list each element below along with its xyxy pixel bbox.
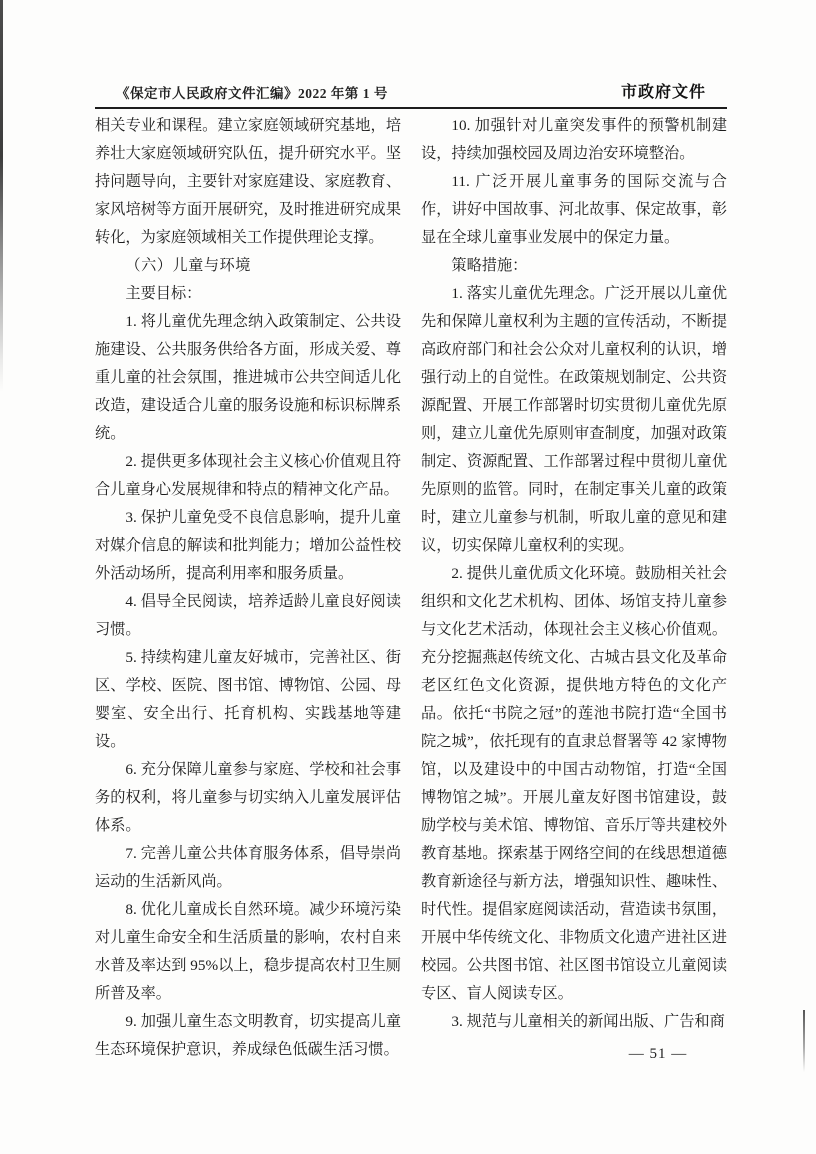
paragraph: 3. 规范与儿童相关的新闻出版、广告和商 — [451, 1013, 725, 1030]
section-heading: （六）儿童与环境 — [125, 257, 251, 274]
scan-artifact-right-edge — [803, 1010, 805, 1072]
paragraph: 5. 持续构建儿童友好城市，完善社区、街区、学校、医院、图书馆、博物馆、公园、母婴室、安全出行、托育机构、实践基地等建设。 — [95, 649, 401, 750]
paragraph: 1. 落实儿童优先理念。广泛开展以儿童优先和保障儿童权利为主题的宣传活动，不断提高政府部门和社会公众对儿童权利的认识，增强行动上的自觉性。在政策规划制定、公共资源配置、开展工作部署时切实贯彻儿童优先原则，建立儿童优先原则审查制度，加强对政策制定、资源配置、工作部署过程中贯彻儿童优先原则的监管。同时，在制定事关儿童的政策时，建立儿童参与机制，听取儿童的意见和建议，切实保障儿童权利的实现。 — [421, 285, 727, 554]
paragraph: 2. 提供儿童优质文化环境。鼓励相关社会组织和文化艺术机构、团体、场馆支持儿童参与文化艺术活动，体现社会主义核心价值观。充分挖掘燕赵传统文化、古城古县文化及革命老区红色文化资源，提供地方特色的文化产品。依托“书院之冠”的莲池书院打造“全国书院之城”，依托现有的直隶总督署等 42 家博物馆，以及建设中的中国古动物馆，打造“全国博物馆之城”。开展儿童友好图书馆建设，鼓励学校与美术馆、博物馆、音乐厅等共建校外教育基地。探索基于网络空间的在线思想道德教育新途径与新方法，增强知识性、趣味性、时代性。提倡家庭阅读活动，营造读书氛围，开展中华传统文化、非物质文化遗产进社区进校园。公共图书馆、社区图书馆设立儿童阅读专区、盲人阅读专区。 — [421, 565, 727, 1002]
paragraph: 相关专业和课程。建立家庭领域研究基地，培养壮大家庭领域研究队伍，提升研究水平。坚持问题导向，主要针对家庭建设、家庭教育、家风培树等方面开展研究，及时推进研究成果转化，为家庭领域相关工作提供理论支撑。 — [95, 117, 401, 246]
paragraph: 9. 加强儿童生态文明教育，切实提高儿童生态环境保护意识，养成绿色低碳生活习惯。 — [95, 1013, 401, 1058]
paragraph: 11. 广泛开展儿童事务的国际交流与合作，讲好中国故事、河北故事、保定故事，彰显在全球儿童事业发展中的保定力量。 — [421, 173, 727, 246]
right-column — [421, 112, 727, 1064]
paragraph: 8. 优化儿童成长自然环境。减少环境污染对儿童生命安全和生活质量的影响，农村自来水普及率达到 95%以上，稳步提高农村卫生厕所普及率。 — [95, 901, 401, 1002]
doc-category-label: 市政府文件 — [620, 84, 706, 101]
page-header — [95, 79, 727, 109]
paragraph: 10. 加强针对儿童突发事件的预警机制建设，持续加强校园及周边治安环境整治。 — [421, 117, 727, 162]
paragraph: 1. 将儿童优先理念纳入政策制定、公共设施建设、公共服务供给各方面，形成关爱、尊重儿童的社会氛围，推进城市公共空间适儿化改造，建设适合儿童的服务设施和标识标牌系统。 — [95, 313, 401, 442]
paragraph: 3. 保护儿童免受不良信息影响，提升儿童对媒介信息的解读和批判能力；增加公益性校外活动场所，提高利用率和服务质量。 — [95, 509, 401, 582]
paragraph: 策略措施： — [451, 257, 528, 274]
compilation-title: 《保定市人民政府文件汇编》2022 年第 1 号 — [116, 86, 388, 101]
left-column — [95, 112, 401, 1064]
paragraph: 主要目标： — [125, 285, 202, 302]
paragraph: 2. 提供更多体现社会主义核心价值观且符合儿童身心发展规律和特点的精神文化产品。 — [95, 453, 401, 498]
page-number: — 51 — — [628, 1046, 688, 1062]
document-body — [95, 112, 727, 1064]
paragraph: 6. 充分保障儿童参与家庭、学校和社会事务的权利，将儿童参与切实纳入儿童发展评估体系。 — [95, 761, 401, 834]
paragraph: 7. 完善儿童公共体育服务体系，倡导崇尚运动的生活新风尚。 — [95, 845, 401, 890]
scan-artifact-left-edge — [0, 0, 3, 392]
paragraph: 4. 倡导全民阅读，培养适龄儿童良好阅读习惯。 — [95, 593, 401, 638]
